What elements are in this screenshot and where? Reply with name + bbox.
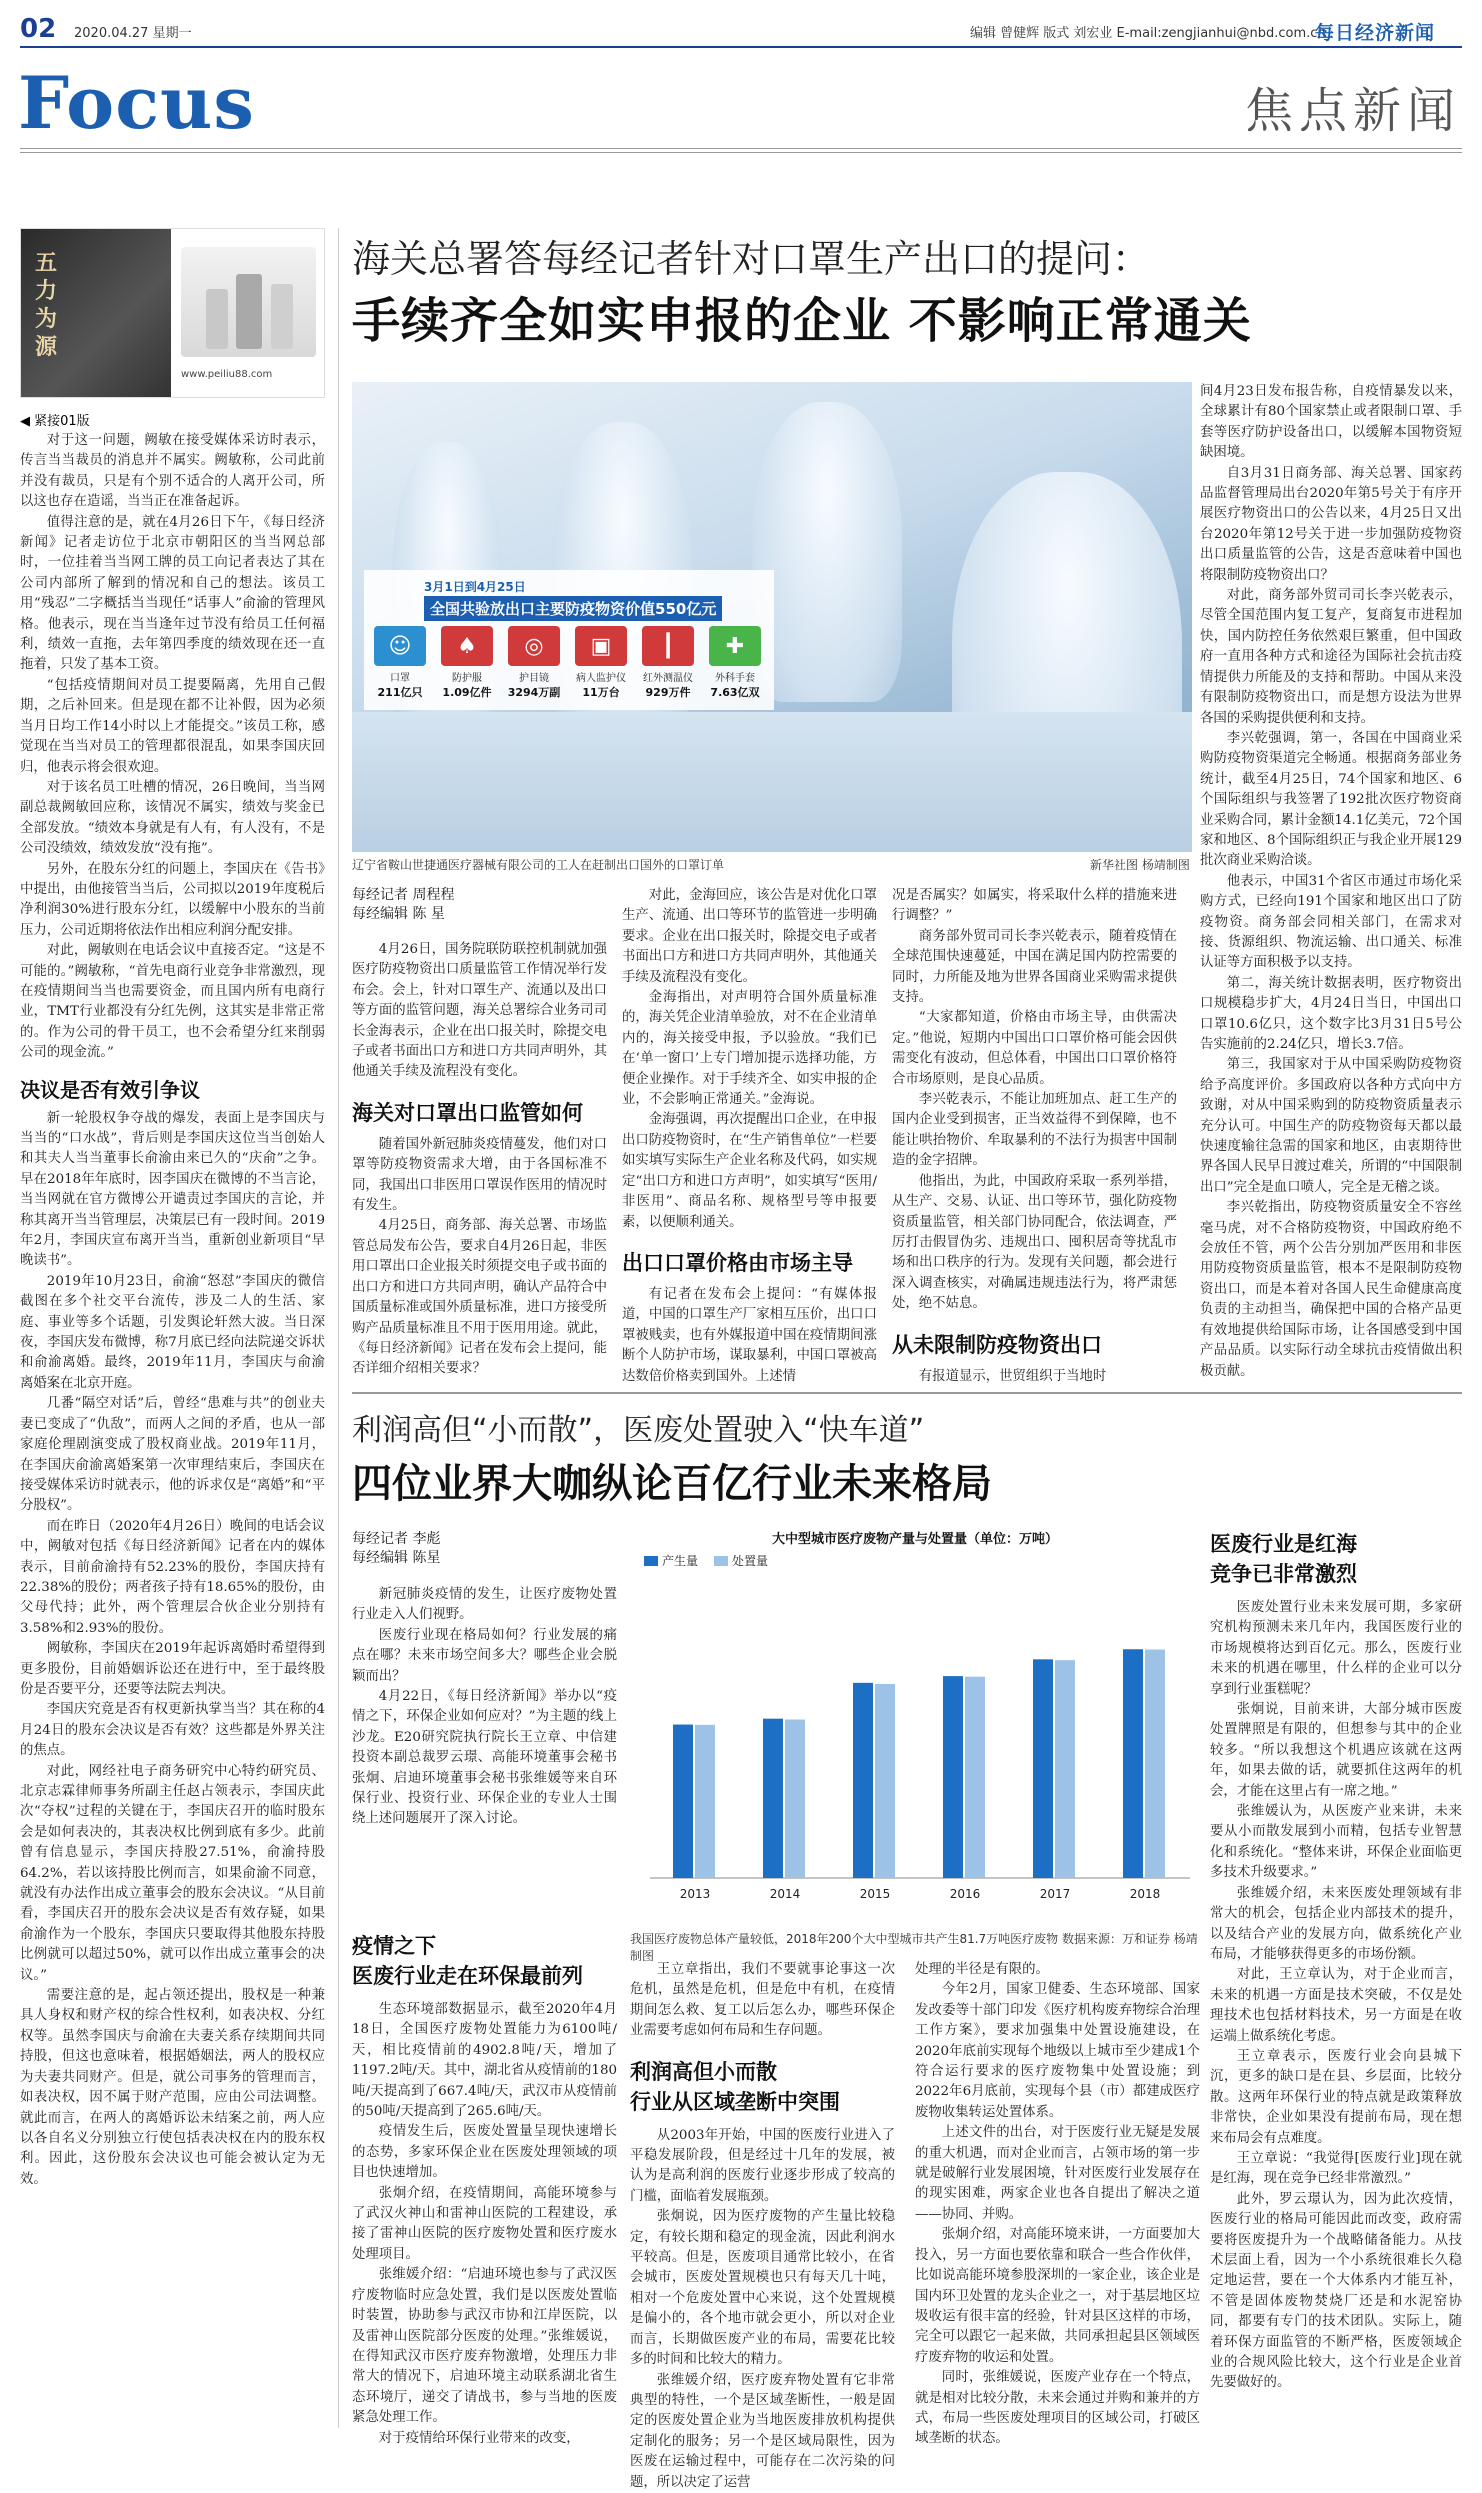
story1-column-1: [352, 940, 607, 1380]
editor-credit: 编辑 曾健辉 版式 刘宏业 E-mail:zengjianhui@nbd.com.cn: [970, 26, 1326, 41]
subheading: 疫情之下: [352, 1934, 436, 1958]
legend-label: 产生量: [662, 1554, 699, 1568]
paragraph: 新一轮股权争夺战的爆发，表面上是李国庆与当当的“口水战”，背后则是李国庆这位当当创始人和其夫人当当董事长俞渝由来已久的“庆俞”之争。早在2018年年底时，因李国庆在微博的不当言论，当当网就在官方微博公开谴责过李国庆的言论，并称其离开当当管理层，决策层已有一段时间。2019年2月，李国庆宣布离开当当，重新创业新项目“早晚读书”。: [20, 1110, 325, 1269]
x-tick-label: 2016: [949, 1887, 981, 1901]
paragraph: 对此，王立章认为，对于企业而言，未来的机遇一方面是技术突破，不仅是处理技术也包括材料技术，另一方面是在收运端上做系统化考虑。: [1210, 1967, 1462, 2044]
story2-column-1b: [352, 1930, 617, 2446]
infographic-value: 7.63亿双: [710, 686, 760, 699]
infographic-item: [703, 626, 767, 702]
paragraph: 王立章说：“我觉得[医废行业]现在就是红海，现在竞争已经非常激烈。”: [1210, 2150, 1462, 2187]
subheading: 出口口罩价格由市场主导: [622, 1250, 853, 1275]
paragraph: 今年2月，国家卫健委、生态环境部、国家发改委等十部门印发《医疗机构废弃物综合治理工作方案》，要求加强集中处置设施建设，在2020年底前实现每个地级以上城市至少建成1个符合运行要求的医疗废物集中处置设施；到2022年6月底前，实现每个县（市）都建成医疗废物收集转运处置体系。: [915, 1982, 1200, 2120]
paragraph: 商务部外贸司司长李兴乾表示，随着疫情在全球范围快速蔓延，中国在满足国内防控需要的同时，力所能及地为世界各国商业采购需求提供支持。: [892, 928, 1177, 1006]
infographic-item: [435, 626, 499, 702]
paragraph: 4月22日，《每日经济新闻》举办以“疫情之下，环保企业如何应对？”为主题的线上沙龙。E20研究院执行院长王立章、中信建投资本副总裁罗云璟、高能环境董事会秘书张炯、启迪环境董事会秘书张维媛等来自环保行业、投资行业、环保企业的专业人士围绕上述问题展开了深入讨论。: [352, 1689, 617, 1827]
byline-editor: 每经编辑 陈 星: [352, 906, 445, 922]
paragraph: 有报道显示，世贸组织于当地时: [918, 1368, 1107, 1384]
story2-byline: [352, 1530, 440, 1568]
photo-caption: 辽宁省鞍山世捷通医疗器械有限公司的工人在赶制出口国外的口罩订单: [352, 858, 725, 872]
legend-swatch: [714, 1556, 728, 1566]
infographic-label: 红外测温仪: [643, 673, 693, 684]
paragraph: 有记者在发布会上提问：“有媒体报道，中国的口罩生产厂家相互压价，出口口罩被贱卖，也有外媒报道中国在疫情期间涨断个人防护市场，谋取暴利，中国口罩被高达数倍价格卖到国外。上述情: [622, 1286, 877, 1384]
masthead: 每日经济新闻: [1315, 22, 1436, 44]
infographic-date: 3月1日到4月25日: [424, 580, 526, 594]
paragraph: 李兴乾表示，不能让加班加点、赶工生产的国内企业受到损害，正当效益得不到保障，也不能让哄抬物价、牟取暴利的不法行为损害中国制造的金字招牌。: [892, 1092, 1177, 1169]
legend-swatch: [644, 1556, 658, 1566]
chart-caption: 我国医疗废物总体产量较低，2018年200个大中型城市共产生81.7万吨医疗废物 数据来源：万和证券 杨靖制图: [630, 1932, 1198, 1963]
mask-icon: ☺: [374, 626, 426, 666]
infographic-item: [636, 626, 700, 702]
chart-svg: [630, 1548, 1200, 1923]
paragraph: 处理的半径是有限的。: [915, 1962, 1049, 1977]
ad-slogan: 五力为源: [35, 250, 58, 360]
story-divider: [352, 1392, 1462, 1394]
ad-bottle: [236, 274, 262, 349]
byline-reporter: 每经记者 李彪: [352, 1531, 441, 1547]
bar: [853, 1683, 873, 1878]
subheading: 利润高但小而散: [630, 2059, 777, 2084]
story2-kicker: 利润高但“小而散”，医废处置驶入“快车道”: [352, 1413, 925, 1448]
subheading: 决议是否有效引争议: [20, 1077, 200, 1102]
header-rule: [20, 46, 1462, 48]
infographic-item: [502, 626, 566, 702]
paragraph: 疫情发生后，医废处置量呈现快速增长的态势，多家环保企业在医废处理领域的项目也快速增加。: [352, 2124, 617, 2181]
x-tick-label: 2018: [1129, 1887, 1161, 1901]
section-rule-2: [20, 152, 1462, 153]
paragraph: 需要注意的是，起占领还提出，股权是一种兼具人身权和财产权的综合性权利，如表决权、分红权等。虽然李国庆与俞渝在夫妻关系存续期间共同持股，但这也意味着，根据婚姻法，两人的股权应为夫妻共同财产。但是，就公司事务的管理而言，如表决权，因不属于财产范围，应由公司法调整。就此而言，在两人的离婚诉讼未结案之前，两人应以各自名义分别独立行使包括表决权在内的股东权利。因此，这份股东会决议也可能会被认定为无效。: [20, 1988, 325, 2187]
section-title: 焦点新闻: [1245, 83, 1462, 139]
x-tick-label: 2015: [859, 1887, 891, 1901]
paragraph: 另外，在股东分红的问题上，李国庆在《告书》中提出，由他接管当当后，公司拟以2019年度税后净利润30%进行股东分红，以缓解中小股东的当前压力，公司近期将依法作出相应利润分配安排。: [20, 861, 325, 938]
thermometer-icon: ┃: [642, 626, 694, 666]
paragraph: 对此，网经社电子商务研究中心特约研究员、北京志霖律师事务所副主任赵占领表示，李国庆此次“夺权”过程的关键在于，李国庆召开的临时股东会是如何表决的，其表决权比例到底有多少。此前曾有信息显示，李国庆持股27.51%，俞渝持股64.2%，若以该持股比例而言，如果俞渝不同意，就没有办法作出成立董事会的股东会决议。“从目前看，李国庆召开的股东会决议是否有效存疑，如果俞渝作为一个股东，李国庆只要取得其他股东持股比例就可以超过50%，就可以作出成立董事会的决议。”: [20, 1763, 325, 1983]
bar: [673, 1725, 693, 1878]
paragraph: 4月26日，国务院联防联控机制就加强医疗防疫物资出口质量监管工作情况举行发布会。会上，针对口罩生产、流通以及出口等方面的监管问题，海关总署综合业务司司长金海表示，企业在出口报关时，除提交电子或者书面出口方和进口方共同声明外，其他通关手续及流程没有变化。: [352, 942, 607, 1080]
story2-column-3: [915, 1960, 1200, 2447]
bar: [695, 1725, 715, 1878]
byline-reporter: 每经记者 周程程: [352, 887, 455, 903]
subheading: 行业从区域垄断中突围: [630, 2089, 840, 2114]
paragraph: 王立章表示，医废行业会向县城下沉，更多的缺口是在县、乡层面，比较分散。这两年环保行业的特点就是政策释放非常快，企业如果没有提前布局，现在想来布局会有点难度。: [1210, 2048, 1462, 2146]
paragraph: 张炯说，因为医疗废物的产生量比较稳定，有较长期和稳定的现金流，因此利润水平较高。但是，医废项目通常比较小，在省会城市，医废处置规模也只有每天几十吨，相对一个危废处置中心来说，这个处置规模是偏小的，各个地市就会更小，所以对企业而言，长期做医废产业的布局，需要花比较多的时间和比较大的精力。: [630, 2209, 895, 2368]
paragraph: 随着国外新冠肺炎疫情蔓发，他们对口罩等防疫物资需求大增，由于各国标准不同，我国出口非医用口罩误作医用的情况时有发生。: [352, 1136, 607, 1214]
infographic-item: [569, 626, 633, 702]
infographic-label: 外科手套: [715, 673, 755, 684]
bar: [785, 1720, 805, 1878]
photo-credit: 新华社图 杨靖制图: [1090, 858, 1190, 872]
story1-column-2: [622, 886, 877, 1384]
story1-column-4: [1200, 382, 1462, 1380]
infographic-title: 全国共验放出口主要防疫物资价值550亿元: [424, 596, 722, 621]
issue-date: 2020.04.27 星期一: [74, 26, 192, 41]
paragraph: 从2003年开始，中国的医废行业进入了平稳发展阶段，但是经过十几年的发展，被认为是高利润的医废行业逐步形成了较高的门槛，面临着发展瓶颈。: [630, 2127, 895, 2204]
story1-photo: [352, 382, 1192, 852]
paragraph: 自3月31日商务部、海关总署、国家药品监督管理局出台2020年第5号关于有序开展医疗物资出口的公告以来，4月25日又出台2020年第12号关于进一步加强防疫物资出口质量监管的公告，这是否意味着中国也将限制防疫物资出口？: [1200, 465, 1462, 583]
chart-title: 大中型城市医疗废物产量与处置量（单位：万吨）: [771, 1532, 1058, 1547]
ad-bottle: [206, 289, 228, 349]
paragraph: 几番“隔空对话”后，曾经“患难与共”的创业夫妻已变成了“仇敌”，而两人之间的矛盾，也从一部家庭伦理剧演变成了股权商业战。2019年11月，在李国庆俞渝离婚案第一次审理结束后，李国庆在接受媒体采访时就表示，他的诉求仅是“离婚”和“平分股权”。: [20, 1396, 325, 1514]
paragraph: 值得注意的是，就在4月26日下午，《每日经济新闻》记者走访位于北京市朝阳区的当当网总部时，一位挂着当当网工牌的员工向记者表达了其在公司内部所了解到的情况和自己的想法。该员工用“残忍”二字概括当当现任“话事人”俞渝的管理风格。他表示，现在当当逢年过节没有给员工任何福利，绩效一直拖，去年第四季度的绩效现在还一直拖着，只发了基本工资。: [20, 514, 325, 673]
infographic-value: 11万台: [582, 686, 620, 699]
byline-editor: 每经编辑 陈星: [352, 1550, 441, 1566]
paragraph: 王立章指出，我们不要就事论事这一次危机，虽然是危机，但是危中有机，在疫情期间怎么救、复工以后怎么办，哪些环保企业需要考虑如何布局和生存问题。: [630, 1962, 895, 2039]
paragraph: 4月25日，商务部、海关总署、市场监管总局发布公告，要求自4月26日起，非医用口罩出口企业报关时须提交电子或书面的出口方和进口方共同声明，确认产品符合中国质量标准或国外质量标准，进口方接受所购产品质量标准且不用于医用用途。就此，《每日经济新闻》记者在发布会上提问，能否详细介绍相关要求？: [352, 1218, 607, 1377]
column-divider: [338, 228, 339, 2428]
infographic-label: 防护服: [452, 673, 482, 684]
x-tick-label: 2014: [769, 1887, 801, 1901]
paragraph: 况是否属实？如属实，将采取什么样的措施来进行调整？”: [892, 888, 1177, 924]
paragraph: 他表示，中国31个省区市通过市场化采购方式，已经向191个国家和地区出口了防疫物资。商务部会同相关部门，在需求对接、货源组织、物流运输、出口通关、标准认证等方面积极予以支持。: [1200, 873, 1462, 971]
monitor-icon: ▣: [575, 626, 627, 666]
story2-column-1: [352, 1585, 617, 1885]
top-bar: [20, 14, 1462, 44]
paragraph: 新冠肺炎疫情的发生，让医疗废物处置行业走入人们视野。: [352, 1587, 617, 1623]
paragraph: 上述文件的出台，对于医废行业无疑是发展的重大机遇，而对企业而言，占领市场的第一步就是破解行业发展困境，针对医废行业发展存在的现实困难，两家企业也各自提出了解决之道——协同、并购。: [915, 2125, 1200, 2222]
ad-url: www.peiliu88.com: [181, 369, 273, 380]
paragraph: 张维媛介绍，未来医废处理领域有非常大的机会，包括企业内部技术的提升，以及结合产业的发展方向，做系统化产业布局，才能够获得更多的市场份额。: [1210, 1885, 1462, 1962]
jump-line: ◀ 紧接01版: [20, 414, 90, 429]
paragraph: 张炯介绍，在疫情期间，高能环境参与了武汉火神山和雷神山医院的工程建设，承接了雷神山医院的医疗废物处置和医疗废水处理项目。: [352, 2185, 617, 2262]
section-rule: [20, 148, 1462, 149]
paragraph: 对此，金海回应，该公告是对优化口罩生产、流通、出口等环节的监管进一步明确要求。企业在出口报关时，除提交电子或者书面出口方和进口方共同声明外，其他通关手续及流程没有变化。: [622, 888, 877, 985]
story2-column-2: [630, 1960, 895, 2490]
infographic-item: [368, 626, 432, 702]
bar: [965, 1677, 985, 1878]
paragraph: 张维媛介绍：“启迪环境也参与了武汉医疗废物临时应急处置，我们是以医废处置临时装置，协助参与武汉市协和江岸医院，以及雷神山医院部分医废的处理。”张维媛说，在得知武汉市医疗废弃物激增，处理压力非常大的情况下，启迪环境主动联系湖北省生态环境厅，递交了请战书，参与当地的医废紧急处理工作。: [352, 2267, 617, 2426]
bar: [1033, 1659, 1053, 1878]
paragraph: 对于疫情给环保行业带来的改变，: [378, 2430, 580, 2446]
paragraph: 对于该名员工吐槽的情况，26日晚间，当当网副总裁阙敏回应称，该情况不属实，绩效与奖金已全部发放。“绩效本身就是有人有，有人没有，不是公司没绩效，绩效发放“没有拖”。: [20, 779, 325, 857]
paragraph: 同时，张维媛说，医废产业存在一个特点，就是相对比较分散，未来会通过并购和兼并的方式，布局一些医废处理项目的区域公司，打破区域垄断的状态。: [915, 2370, 1200, 2447]
story1-headline: 手续齐全如实申报的企业 不影响正常通关: [352, 293, 1252, 349]
paragraph: 李兴乾强调，第一，各国在中国商业采购防疫物资渠道完全畅通。根据商务部业务统计，截至4月25日，74个国家和地区、6个国际组织与我签署了192批次医疗物资商业采购合同，累计金额14.1亿美元，72个国家和地区、8个国际组织正与我企业开展129批次商业采购洽谈。: [1200, 730, 1462, 869]
subheading: 医废行业走在环保最前列: [352, 1964, 583, 1988]
subheading: 从未限制防疫物资出口: [892, 1332, 1102, 1357]
bar: [763, 1719, 783, 1878]
suit-icon: ♠: [441, 626, 493, 666]
story1-column-3: [892, 886, 1177, 1384]
focus-title: Focus: [18, 60, 255, 145]
advertisement[interactable]: [20, 228, 325, 398]
infographic-value: 929万件: [645, 686, 691, 699]
paragraph: 生态环境部数据显示，截至2020年4月18日，全国医疗废物处置能力为6100吨/天，相比疫情前的4902.8吨/天，增加了1197.2吨/天。其中，湖北省从疫情前的180吨/天提高到了667.4吨/天，武汉市从疫情前的50吨/天提高到了265.6吨/天。: [352, 2002, 617, 2120]
paragraph: 他指出，为此，中国政府采取一系列举措，从生产、交易、认证、出口等环节，强化防疫物资质量监管，相关部门协同配合，依法调查，严厉打击假冒伪劣、违规出口、囤积居奇等扰乱市场和出口秩序的行为。发现有关问题，都会进行深入调查核实，对确属违规违法行为，将严肃惩处，绝不姑息。: [892, 1173, 1177, 1312]
paragraph: 张炯介绍，对高能环境来讲，一方面要加大投入，另一方面也要依靠和联合一些合作伙伴，比如说高能环境参股深圳的一家企业，该企业是国内环卫处置的龙头企业之一，对于基层地区垃圾收运有很丰富的经验，针对县区这样的市场，完全可以跟它一起来做，共同承担起县区领域医疗废弃物的收运和处置。: [915, 2227, 1200, 2365]
legend-label: 处置量: [732, 1554, 769, 1568]
paragraph: 第二，海关统计数据表明，医疗物资出口规模稳步扩大，4月24日当日，中国出口口罩10.6亿只，这个数字比3月31日5号公告实施前的2.24亿只，增长3.7倍。: [1200, 975, 1462, 1052]
subheading: 海关对口罩出口监管如何: [352, 1100, 583, 1125]
infographic-panel: [364, 570, 774, 710]
paragraph: 医废行业现在格局如何？行业发展的痛点在哪？未来市场空间多大？哪些企业会脱颖而出？: [352, 1627, 617, 1684]
infographic-value: 1.09亿件: [442, 686, 492, 699]
paragraph: 金海指出，对声明符合国外质量标准的，海关凭企业清单验放，对不在企业清单内的，海关接受申报，予以验放。“我们已在‘单一窗口’上专门增加提示选择功能，方便企业操作。对于手续齐全、如实申报的企业，不会影响正常通关。”金海说。: [622, 990, 877, 1108]
story2-column-4: [1210, 1528, 1462, 2435]
paragraph: 李国庆究竟是否有权更新执掌当当？其在称的4月24日的股东会决议是否有效？这些都是外界关注的焦点。: [20, 1702, 325, 1759]
paragraph: 张炯说，目前来讲，大部分城市医废处置牌照是有限的，但想参与其中的企业较多。“所以我想这个机遇应该就在这两年，如果去做的话，就要抓住这两年的机会，才能在这里占有一席之地。”: [1210, 1702, 1462, 1799]
paragraph: 对于这一问题，阙敏在接受媒体采访时表示，传言当当裁员的消息并不属实。阙敏称，公司此前并没有裁员，只是有个别不适合的人离开公司，所以这也存在造谣，当当正在准备起诉。: [20, 433, 325, 510]
worker-figure: [752, 402, 902, 702]
waste-chart: [630, 1528, 1200, 1928]
bar: [1055, 1660, 1075, 1878]
paragraph: 对此，阙敏则在电话会议中直接否定。“这是不可能的。”阙敏称，“首先电商行业竞争非常激烈，现在疫情期间当当也需要资金，而且国内所有电商行业，TMT行业都没有分红先例，这其实是非常正常的。作为公司的骨干员工，也不会希望分红来削弱公司的现金流。”: [20, 943, 325, 1061]
paragraph: 间4月23日发布报告称，自疫情暴发以来，全球累计有80个国家禁止或者限制口罩、手套等医疗防护设备出口，以缓解本国物资短缺困境。: [1200, 384, 1462, 461]
paragraph: “包括疫情期间对员工提要隔离，先用自己假期，之后补回来。但是现在都不让补假，因为必须当月日均工作14小时以上才能提交。”该员工称，感觉现在当当对员工的管理都很混乱，如果李国庆回归，他表示将会很欢迎。: [20, 677, 325, 775]
paragraph: 第三，我国家对于从中国采购防疫物资给予高度评价。多国政府以各种方式向中方致谢，对从中国采购到的防疫物资质量表示充分认可。中国生产的防疫物资每天都以最快速度输往急需的国家和地区，由衷期待世界各国人民早日渡过难关，所谓的“中国限制出口”完全是血口喷人，完全是无稽之谈。: [1200, 1057, 1462, 1195]
x-tick-label: 2017: [1039, 1887, 1071, 1901]
infographic-value: 211亿只: [377, 686, 423, 699]
page-number: 02: [20, 14, 57, 44]
paragraph: 2019年10月23日，俞渝“怒怼”李国庆的微信截图在多个社交平台流传，涉及二人的生活、家庭、事业等多个话题，引发舆论轩然大波。当日深夜，李国庆发布微博，称7月底已经向法院递交诉状和俞渝离婚。最终，2019年11月，李国庆与俞渝离婚案在北京开庭。: [20, 1273, 325, 1391]
infographic-label: 护目镜: [519, 673, 549, 684]
paragraph: 金海强调，再次提醒出口企业，在申报出口防疫物资时，在“生产销售单位”一栏要如实填写实际生产企业名称及代码，如实规定“出口方和进口方声明”，如实填写“医用/非医用”、商品名称、规格型号等申报要素，以便顺利通关。: [622, 1112, 877, 1230]
paragraph: 张维媛认为，从医废产业来讲，未来要从小而散发展到小而精，包括专业智慧化和系统化。“整体来讲，环保企业面临更多技术升级要求。”: [1210, 1804, 1462, 1881]
work-table: [352, 712, 1192, 852]
paragraph: 此外，罗云璟认为，因为此次疫情，医废行业的格局可能因此而改变，政府需要将医废提升为一个战略储备能力。从技术层面上看，因为一个小系统很难长久稳定地运营，要在一个大体系内才能互补，不管是固体废物焚烧厂还是和水泥窑协同，都要有专门的技术团队。实际上，随着环保方面监管的不断严格，医废领域企业的合规风险比较大，这个行业是企业首先要做好的。: [1210, 2191, 1462, 2391]
infographic-label: 口罩: [390, 673, 410, 684]
story2-headline: 四位业界大咖纵论百亿行业未来格局: [352, 1461, 992, 1507]
x-tick-label: 2013: [679, 1887, 711, 1901]
story1-kicker: 海关总署答每经记者针对口罩生产出口的提问：: [352, 237, 1151, 281]
paragraph: “大家都知道，价格由市场主导，由供需决定。”他说，短期内中国出口口罩价格可能会因供需变化有波动，但总体看，中国出口口罩价格符合市场原则，是良心品质。: [892, 1010, 1177, 1087]
paragraph: 阙敏称，李国庆在2019年起诉离婚时希望得到更多股份，目前婚姻诉讼还在进行中，至于最终股份是否要平分，还要等法院去判决。: [20, 1641, 325, 1697]
subheading: 竞争已非常激烈: [1210, 1562, 1357, 1586]
bar: [875, 1684, 895, 1878]
bar: [1123, 1649, 1143, 1878]
left-column-story: [20, 410, 325, 2430]
subheading: 医废行业是红海: [1210, 1532, 1357, 1556]
ad-bottle: [271, 284, 293, 349]
paragraph: 而在昨日（2020年4月26日）晚间的电话会议中，阙敏对包括《每日经济新闻》记者在内的媒体表示，目前俞渝持有52.23%的股份，李国庆持有22.38%的股份；两者孩子持有18.65%的股份，由父母代持；此外，两个管理层合伙企业分别持有3.58%和2.93%的股份。: [20, 1518, 325, 1636]
paragraph: 医废处置行业未来发展可期，多家研究机构预测未来几年内，我国医废行业的市场规模将达到百亿元。那么，医废行业未来的机遇在哪里，什么样的企业可以分享到行业蛋糕呢？: [1210, 1600, 1462, 1697]
paragraph: 对此，商务部外贸司司长李兴乾表示，尽管全国范围内复工复产，复商复市进程加快，国内防控任务依然艰巨繁重，但中国政府一直用各种方式和途径为国际社会抗击疫情提供力所能及的支持和帮助。中国从来没有限制防疫物资出口，而是想方设法为世界各国的采购提供便利和支持。: [1200, 588, 1462, 726]
infographic-label: 病人监护仪: [576, 673, 626, 684]
bar: [1145, 1650, 1165, 1878]
paragraph: 李兴乾指出，防疫物资质量安全不容丝毫马虎，对不合格防疫物资，中国政府绝不会放任不管，两个公告分别加严医用和非医用防疫物资质量监管，根本不是限制防疫物资出口，而是本着对各国人民生命健康高度负责的主动担当，确保把中国的合格产品更有效地提供给国际市场，让各国感受到中国产品品质。以实际行动全球抗击疫情做出积极贡献。: [1200, 1200, 1462, 1379]
goggles-icon: ◎: [508, 626, 560, 666]
story1-byline: [352, 886, 454, 924]
infographic-value: 3294万副: [507, 686, 561, 699]
glove-icon: ✚: [709, 626, 761, 666]
paragraph: 张维媛介绍，医疗废弃物处置有它非常典型的特性，一个是区域垄断性，一般是固定的医废处置企业为当地医废排放机构提供定制化的服务；另一个是区域局限性，因为医废在运输过程中，可能存在二次污染的问题，所以决定了运营: [630, 2372, 895, 2490]
bar: [943, 1676, 963, 1878]
